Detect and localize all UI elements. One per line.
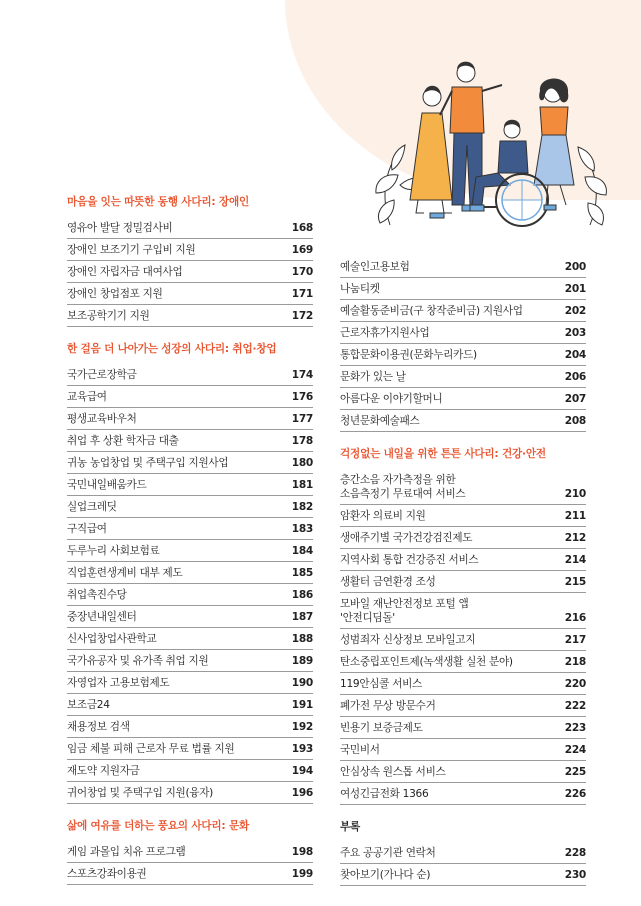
- toc-entry[interactable]: [340, 300, 586, 322]
- toc-entry-page-number: 220: [564, 678, 586, 690]
- toc-entry-page-number: 199: [291, 868, 313, 880]
- toc-entry-page-number: 171: [291, 288, 313, 300]
- toc-left-column: [67, 193, 313, 885]
- toc-entry[interactable]: [340, 549, 586, 571]
- toc-entry-page-number: 176: [291, 391, 313, 403]
- section-gap: [340, 432, 586, 445]
- toc-entry[interactable]: [340, 527, 586, 549]
- toc-entry-label: 폐가전 무상 방문수거: [340, 700, 436, 712]
- toc-entry[interactable]: [67, 760, 313, 782]
- toc-entry-page-number: 181: [291, 479, 313, 491]
- toc-entry-page-number: 192: [291, 721, 313, 733]
- toc-entry[interactable]: [67, 452, 313, 474]
- toc-entry-page-number: 206: [564, 371, 586, 383]
- toc-entry-page-number: 184: [291, 545, 313, 557]
- toc-entry[interactable]: [340, 783, 586, 805]
- toc-entry-label: 문화가 있는 날: [340, 371, 406, 383]
- toc-entry-label: 스포츠강좌이용권: [67, 868, 147, 880]
- toc-entry[interactable]: [67, 496, 313, 518]
- toc-entry[interactable]: [67, 738, 313, 760]
- toc-entry[interactable]: [340, 388, 586, 410]
- toc-entry-label: 중장년내일센터: [67, 611, 137, 623]
- toc-entry-page-number: 194: [291, 765, 313, 777]
- toc-entry-label: 119안심콜 서비스: [340, 678, 422, 690]
- toc-entry[interactable]: [67, 430, 313, 452]
- toc-entry-page-number: 228: [564, 847, 586, 859]
- toc-entry-label: 국가근로장학금: [67, 369, 137, 381]
- toc-entry-page-number: 226: [564, 788, 586, 800]
- toc-entry[interactable]: [340, 864, 586, 886]
- toc-entry[interactable]: [67, 408, 313, 430]
- toc-entry[interactable]: [340, 651, 586, 673]
- toc-entry-label: 국민내일배움카드: [67, 479, 147, 491]
- toc-entry-page-number: 200: [564, 261, 586, 273]
- toc-entry-page-number: 223: [564, 722, 586, 734]
- section-gap: [67, 327, 313, 340]
- toc-entry-page-number: 215: [564, 576, 586, 588]
- toc-entry[interactable]: [67, 261, 313, 283]
- toc-entry-label: 게임 과몰입 치유 프로그램: [67, 846, 186, 858]
- toc-entry[interactable]: [340, 469, 586, 505]
- toc-entry-label: 채용정보 검색: [67, 721, 130, 733]
- toc-entry-label: 안심상속 원스톱 서비스: [340, 766, 446, 778]
- toc-entry[interactable]: [340, 256, 586, 278]
- section-title: 한 걸음 더 나아가는 성장의 사다리: 취업·창업: [67, 343, 277, 355]
- toc-entry[interactable]: [67, 562, 313, 584]
- toc-entry-page-number: 188: [291, 633, 313, 645]
- toc-entry[interactable]: [67, 672, 313, 694]
- section-title: 부록: [340, 821, 361, 833]
- toc-entry[interactable]: [67, 217, 313, 239]
- toc-entry[interactable]: [67, 782, 313, 804]
- toc-entry[interactable]: [67, 628, 313, 650]
- toc-entry-label: 모바일 재난안전정보 포털 앱 '안전디딤돌': [340, 598, 469, 624]
- section-title: 삶에 여유를 더하는 풍요의 사다리: 문화: [67, 820, 250, 832]
- section-title: 마음을 잇는 따뜻한 동행 사다리: 장애인: [67, 196, 250, 208]
- toc-entry-label: 자영업자 고용보험제도: [67, 677, 170, 689]
- toc-entry-page-number: 178: [291, 435, 313, 447]
- toc-entry-page-number: 193: [291, 743, 313, 755]
- toc-entry-label: 재도약 지원자금: [67, 765, 140, 777]
- toc-entry-label: 귀어창업 및 주택구입 지원(융자): [67, 787, 214, 799]
- toc-entry-page-number: 187: [291, 611, 313, 623]
- toc-entry-label: 예술인고용보험: [340, 261, 410, 273]
- toc-entry[interactable]: [340, 571, 586, 593]
- toc-entry[interactable]: [67, 518, 313, 540]
- toc-entry-page-number: 196: [291, 787, 313, 799]
- toc-entry[interactable]: [67, 841, 313, 863]
- section-gap: [67, 804, 313, 817]
- toc-entry-page-number: 230: [564, 869, 586, 881]
- toc-entry[interactable]: [340, 629, 586, 651]
- toc-entry-page-number: 177: [291, 413, 313, 425]
- toc-entry-label: 보조금24: [67, 699, 110, 711]
- toc-entry-page-number: 204: [564, 349, 586, 361]
- toc-entry-label: 취업 후 상환 학자금 대출: [67, 435, 179, 447]
- toc-entry-page-number: 180: [291, 457, 313, 469]
- toc-entry-label: 장애인 자립자금 대여사업: [67, 266, 183, 278]
- toc-entry-label: 보조공학기기 지원: [67, 310, 150, 322]
- toc-entry-label: 평생교육바우처: [67, 413, 137, 425]
- toc-entry-page-number: 170: [291, 266, 313, 278]
- toc-entry[interactable]: [67, 540, 313, 562]
- toc-entry[interactable]: [67, 283, 313, 305]
- toc-entry-label: 영유아 발달 정밀검사비: [67, 222, 173, 234]
- toc-entry-label: 국가유공자 및 유가족 취업 지원: [67, 655, 209, 667]
- toc-entry[interactable]: [67, 386, 313, 408]
- toc-entry-page-number: 202: [564, 305, 586, 317]
- toc-entry-label: 나눔티켓: [340, 283, 380, 295]
- toc-entry-page-number: 214: [564, 554, 586, 566]
- toc-entry-label: 장애인 창업점포 지원: [67, 288, 163, 300]
- toc-entry[interactable]: [340, 717, 586, 739]
- toc-entry[interactable]: [340, 505, 586, 527]
- toc-entry-label: 아름다운 이야기할머니: [340, 393, 443, 405]
- toc-entry-page-number: 191: [291, 699, 313, 711]
- toc-entry-page-number: 172: [291, 310, 313, 322]
- toc-entry-label: 층간소음 자가측정을 위한 소음측정기 무료대여 서비스: [340, 474, 466, 500]
- toc-entry-page-number: 201: [564, 283, 586, 295]
- toc-entry-label: 임금 체불 피해 근로자 무료 법률 지원: [67, 743, 235, 755]
- toc-entry[interactable]: [340, 761, 586, 783]
- toc-entry[interactable]: [67, 305, 313, 327]
- toc-entry-label: 청년문화예술패스: [340, 415, 420, 427]
- toc-entry-page-number: 208: [564, 415, 586, 427]
- toc-entry-page-number: 222: [564, 700, 586, 712]
- toc-entry-label: 국민비서: [340, 744, 380, 756]
- toc-entry-page-number: 210: [564, 488, 586, 500]
- toc-entry[interactable]: [67, 474, 313, 496]
- toc-entry-label: 탄소중립포인트제(녹색생활 실천 분야): [340, 656, 513, 668]
- toc-entry-page-number: 218: [564, 656, 586, 668]
- toc-entry[interactable]: [340, 344, 586, 366]
- toc-entry-page-number: 212: [564, 532, 586, 544]
- toc-entry-label: 교육급여: [67, 391, 107, 403]
- toc-entry-page-number: 185: [291, 567, 313, 579]
- toc-entry-page-number: 174: [291, 369, 313, 381]
- toc-entry-label: 생애주기별 국가건강검진제도: [340, 532, 473, 544]
- toc-entry-label: 근로자휴가지원사업: [340, 327, 430, 339]
- toc-entry-label: 암환자 의료비 지원: [340, 510, 426, 522]
- toc-entry[interactable]: [340, 593, 586, 629]
- toc-entry-label: 생활터 금연환경 조성: [340, 576, 436, 588]
- toc-entry-label: 지역사회 통합 건강증진 서비스: [340, 554, 479, 566]
- toc-entry-page-number: 168: [291, 222, 313, 234]
- toc-entry-page-number: 225: [564, 766, 586, 778]
- toc-entry-page-number: 216: [564, 612, 586, 624]
- toc-entry[interactable]: [340, 695, 586, 717]
- section-gap: [340, 805, 586, 818]
- toc-entry[interactable]: [340, 842, 586, 864]
- toc-entry[interactable]: [67, 364, 313, 386]
- toc-entry-label: 통합문화이용권(문화누리카드): [340, 349, 477, 361]
- toc-entry-page-number: 186: [291, 589, 313, 601]
- toc-entry-label: 직업훈련생계비 대부 제도: [67, 567, 183, 579]
- toc-entry[interactable]: [67, 863, 313, 885]
- toc-entry-label: 빈용기 보증금제도: [340, 722, 423, 734]
- toc-entry-page-number: 189: [291, 655, 313, 667]
- toc-entry-label: 성범죄자 신상정보 모바일고지: [340, 634, 476, 646]
- toc-entry-label: 예술활동준비금(구 창작준비금) 지원사업: [340, 305, 523, 317]
- toc-entry[interactable]: [67, 716, 313, 738]
- toc-entry[interactable]: [67, 650, 313, 672]
- toc-entry-label: 취업촉진수당: [67, 589, 127, 601]
- people-group-with-wheelchair-illustration: [370, 55, 610, 245]
- toc-entry-label: 귀농 농업창업 및 주택구입 지원사업: [67, 457, 229, 469]
- toc-entry-label: 실업크레딧: [67, 501, 117, 513]
- section-title: 걱정없는 내일을 위한 튼튼 사다리: 건강·안전: [340, 448, 546, 460]
- toc-entry-label: 장애인 보조기기 구입비 지원: [67, 244, 196, 256]
- toc-entry-label: 두루누리 사회보험료: [67, 545, 160, 557]
- toc-entry[interactable]: [340, 410, 586, 432]
- toc-entry-label: 신사업창업사관학교: [67, 633, 157, 645]
- toc-entry-page-number: 224: [564, 744, 586, 756]
- toc-entry-page-number: 190: [291, 677, 313, 689]
- toc-entry-page-number: 169: [291, 244, 313, 256]
- toc-entry-page-number: 183: [291, 523, 313, 535]
- toc-entry[interactable]: [340, 739, 586, 761]
- toc-entry-page-number: 182: [291, 501, 313, 513]
- toc-entry-label: 구직급여: [67, 523, 107, 535]
- toc-entry[interactable]: [340, 673, 586, 695]
- toc-entry-page-number: 207: [564, 393, 586, 405]
- toc-entry[interactable]: [67, 694, 313, 716]
- toc-entry-label: 주요 공공기관 연락처: [340, 847, 436, 859]
- toc-entry[interactable]: [67, 606, 313, 628]
- toc-entry-label: 여성긴급전화 1366: [340, 788, 429, 800]
- toc-entry-label: 찾아보기(가나다 순): [340, 869, 431, 881]
- toc-entry[interactable]: [67, 584, 313, 606]
- toc-entry[interactable]: [340, 366, 586, 388]
- toc-entry[interactable]: [67, 239, 313, 261]
- toc-entry-page-number: 211: [564, 510, 586, 522]
- toc-right-column: [340, 256, 586, 886]
- toc-entry-page-number: 217: [564, 634, 586, 646]
- toc-entry-page-number: 203: [564, 327, 586, 339]
- toc-entry[interactable]: [340, 278, 586, 300]
- toc-entry[interactable]: [340, 322, 586, 344]
- toc-entry-page-number: 198: [291, 846, 313, 858]
